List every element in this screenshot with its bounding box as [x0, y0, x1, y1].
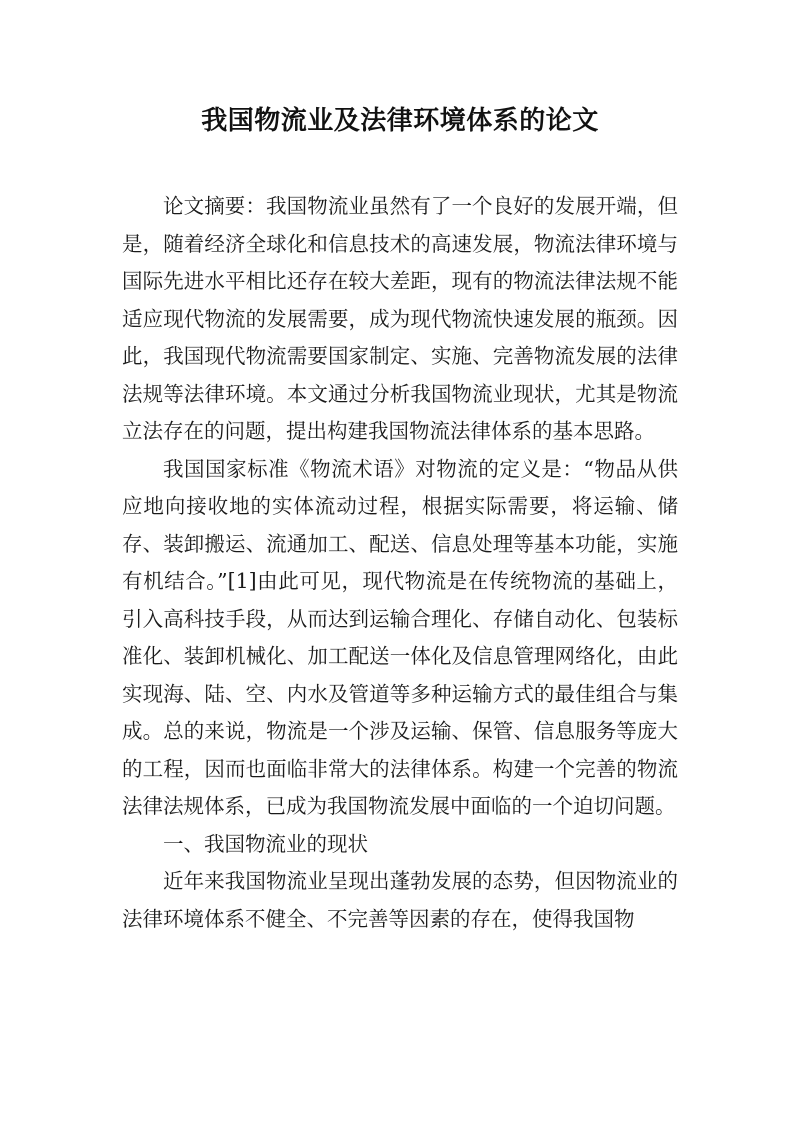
section-paragraph: 近年来我国物流业呈现出蓬勃发展的态势，但因物流业的法律环境体系不健全、不完善等因素的存在，使得我国物 — [122, 869, 678, 931]
abstract-paragraph: 论文摘要：我国物流业虽然有了一个良好的发展开端，但是，随着经济全球化和信息技术的高速发展，物流法律环境与国际先进水平相比还存在较大差距，现有的物流法律法规不能适应现代物流的发展需要，成为现代物流快速发展的瓶颈。因此，我国现代物流需要国家制定、实施、完善物流发展的法律法规等法律环境。本文通过分析我国物流业现状，尤其是物流立法存在的问题，提出构建我国物流法律体系的基本思路。 — [122, 194, 678, 443]
document-title: 我国物流业及法律环境体系的论文 — [201, 106, 599, 136]
section-heading: 一、我国物流业的现状 — [163, 831, 368, 856]
document-body — [122, 188, 678, 938]
definition-paragraph: 我国国家标准《物流术语》对物流的定义是：“物品从供应地向接收地的实体流动过程，根据实际需要，将运输、储存、装卸搬运、流通加工、配送、信息处理等基本功能，实施有机结合。”[1]由此可见，现代物流是在传统物流的基础上，引入高科技手段，从而达到运输合理化、存储自动化、包装标准化、装卸机械化、加工配送一体化及信息管理网络化，由此实现海、陆、空、内水及管道等多种运输方式的最佳组合与集成。总的来说，物流是一个涉及运输、保管、信息服务等庞大的工程，因而也面临非常大的法律体系。构建一个完善的物流法律法规体系，已成为我国物流发展中面临的一个迫切问题。 — [122, 456, 678, 818]
